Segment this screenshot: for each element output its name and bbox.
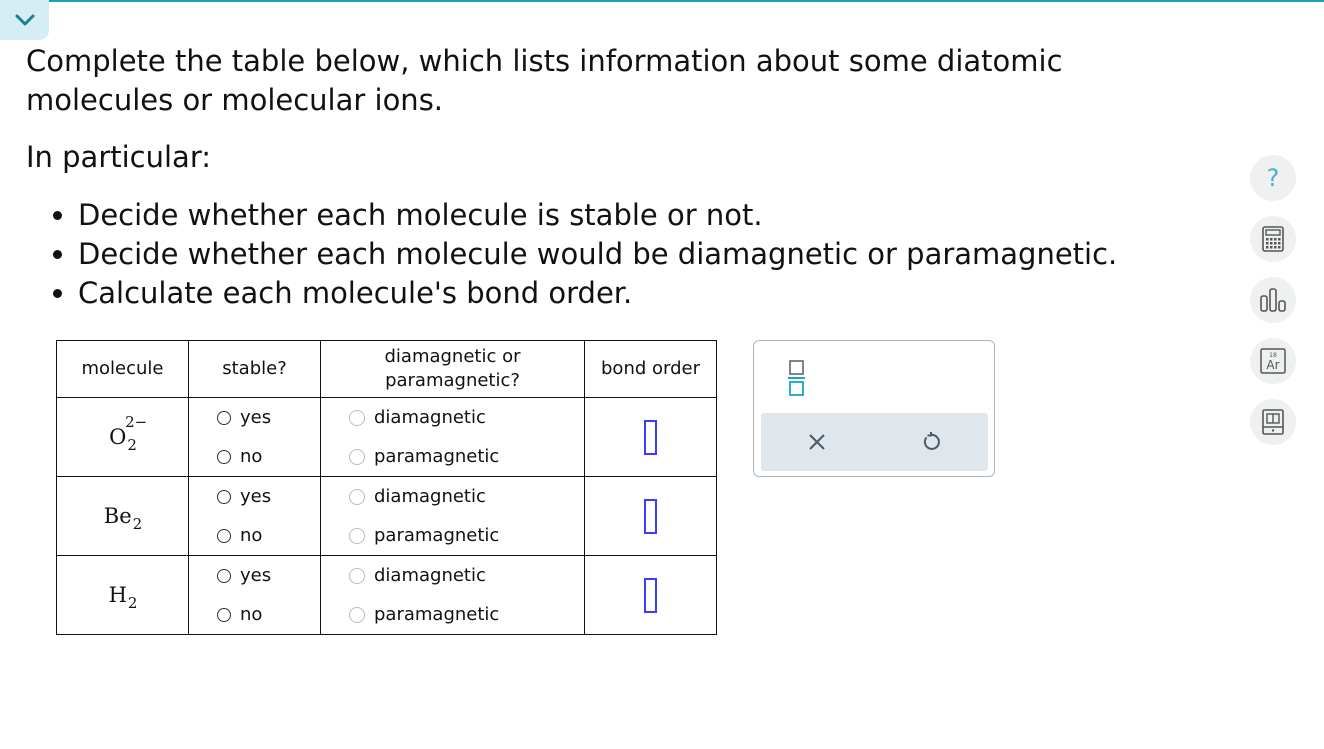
answer-palette — [753, 340, 995, 477]
radio-button[interactable] — [349, 607, 365, 623]
option-label: paramagnetic — [374, 446, 500, 467]
formula-element: O — [109, 425, 127, 449]
formula-element: Be — [103, 504, 132, 528]
periodic-table-icon — [1260, 348, 1286, 374]
radio-button[interactable] — [349, 410, 365, 426]
stable-cell — [189, 477, 321, 556]
question-prompt — [26, 42, 1206, 313]
chart-icon — [1259, 287, 1287, 313]
paramagnetic-option[interactable] — [321, 516, 584, 555]
paramagnetic-option[interactable] — [321, 437, 584, 476]
bond-order-cell — [585, 477, 717, 556]
close-icon — [808, 433, 826, 451]
fraction-button[interactable] — [788, 359, 806, 397]
option-label: diamagnetic — [374, 486, 486, 507]
header-molecule: molecule — [57, 341, 189, 398]
fraction-icon — [788, 359, 806, 397]
option-label: paramagnetic — [374, 525, 500, 546]
option-label: paramagnetic — [374, 604, 500, 625]
option-label: yes — [240, 486, 272, 507]
calculator-button[interactable] — [1250, 216, 1296, 262]
option-label: diamagnetic — [374, 565, 486, 586]
collapse-toggle-button[interactable] — [0, 0, 49, 40]
radio-button[interactable] — [349, 568, 365, 584]
bond-order-input[interactable] — [644, 578, 657, 613]
prompt-paragraph: Complete the table below, which lists information about some diatomic molecules or molecular ions. — [26, 44, 1063, 117]
stable-no-option[interactable] — [189, 437, 320, 476]
bond-order-input[interactable] — [644, 420, 657, 455]
diamagnetic-option[interactable] — [321, 556, 584, 595]
stable-yes-option[interactable] — [189, 477, 320, 516]
formula-charge: 2− — [125, 413, 148, 431]
paramagnetic-option[interactable] — [321, 595, 584, 634]
chevron-down-icon — [14, 13, 36, 27]
formula-element: H — [108, 583, 127, 607]
option-label: no — [240, 446, 263, 467]
periodic-table-button[interactable] — [1250, 338, 1296, 384]
stable-yes-option[interactable] — [189, 398, 320, 437]
stable-no-option[interactable] — [189, 516, 320, 555]
formula-subscript: 2 — [127, 436, 137, 454]
option-label: no — [240, 604, 263, 625]
header-bond-order: bond order — [585, 341, 717, 398]
molecule-table — [56, 340, 717, 635]
radio-button[interactable] — [217, 490, 231, 504]
table-row — [57, 556, 717, 635]
calculator-icon — [1261, 226, 1285, 252]
undo-button[interactable] — [918, 429, 944, 455]
top-accent-line — [0, 0, 1324, 2]
option-label: yes — [240, 407, 272, 428]
prompt-particular: In particular: — [26, 140, 212, 174]
textbook-icon — [1261, 409, 1285, 435]
molecule-cell — [57, 398, 189, 477]
radio-button[interactable] — [349, 528, 365, 544]
magnetic-cell — [321, 556, 585, 635]
instruction-list — [26, 196, 1206, 313]
stable-no-option[interactable] — [189, 595, 320, 634]
clear-button[interactable] — [804, 429, 830, 455]
help-icon: ? — [1266, 164, 1280, 192]
diamagnetic-option[interactable] — [321, 398, 584, 437]
radio-button[interactable] — [217, 411, 231, 425]
textbook-button[interactable] — [1250, 399, 1296, 445]
radio-button[interactable] — [349, 489, 365, 505]
instruction-item: • Calculate each molecule's bond order. — [78, 274, 1206, 313]
diamagnetic-option[interactable] — [321, 477, 584, 516]
bond-order-input[interactable] — [644, 499, 657, 534]
molecule-formula — [109, 413, 148, 454]
header-stable: stable? — [189, 341, 321, 398]
table-row — [57, 477, 717, 556]
instruction-item: • Decide whether each molecule is stable or not. — [78, 196, 1206, 235]
stable-cell — [189, 556, 321, 635]
magnetic-cell — [321, 398, 585, 477]
molecule-formula — [103, 504, 143, 533]
option-label: no — [240, 525, 263, 546]
chart-button[interactable] — [1250, 277, 1296, 323]
option-label: diamagnetic — [374, 407, 486, 428]
header-magnetic-line1: diamagnetic or — [384, 346, 521, 367]
magnetic-cell — [321, 477, 585, 556]
bond-order-cell — [585, 398, 717, 477]
instruction-item: • Decide whether each molecule would be diamagnetic or paramagnetic. — [78, 235, 1206, 274]
periodic-number: 18 — [1269, 352, 1277, 359]
bond-order-cell — [585, 556, 717, 635]
molecule-cell — [57, 477, 189, 556]
palette-action-bar — [761, 413, 988, 471]
molecule-formula — [108, 583, 138, 612]
table-header-row — [57, 341, 717, 398]
radio-button[interactable] — [217, 450, 231, 464]
molecule-cell — [57, 556, 189, 635]
header-magnetic-line2: paramagnetic? — [385, 370, 520, 391]
stable-cell — [189, 398, 321, 477]
help-button[interactable] — [1250, 155, 1296, 201]
header-magnetic — [321, 341, 585, 398]
stable-yes-option[interactable] — [189, 556, 320, 595]
radio-button[interactable] — [349, 449, 365, 465]
radio-button[interactable] — [217, 529, 231, 543]
formula-subscript: 2 — [127, 594, 138, 612]
option-label: yes — [240, 565, 272, 586]
periodic-symbol: Ar — [1266, 358, 1280, 372]
radio-button[interactable] — [217, 608, 231, 622]
radio-button[interactable] — [217, 569, 231, 583]
formula-subscript: 2 — [132, 515, 143, 533]
table-row — [57, 398, 717, 477]
undo-icon — [920, 431, 942, 453]
